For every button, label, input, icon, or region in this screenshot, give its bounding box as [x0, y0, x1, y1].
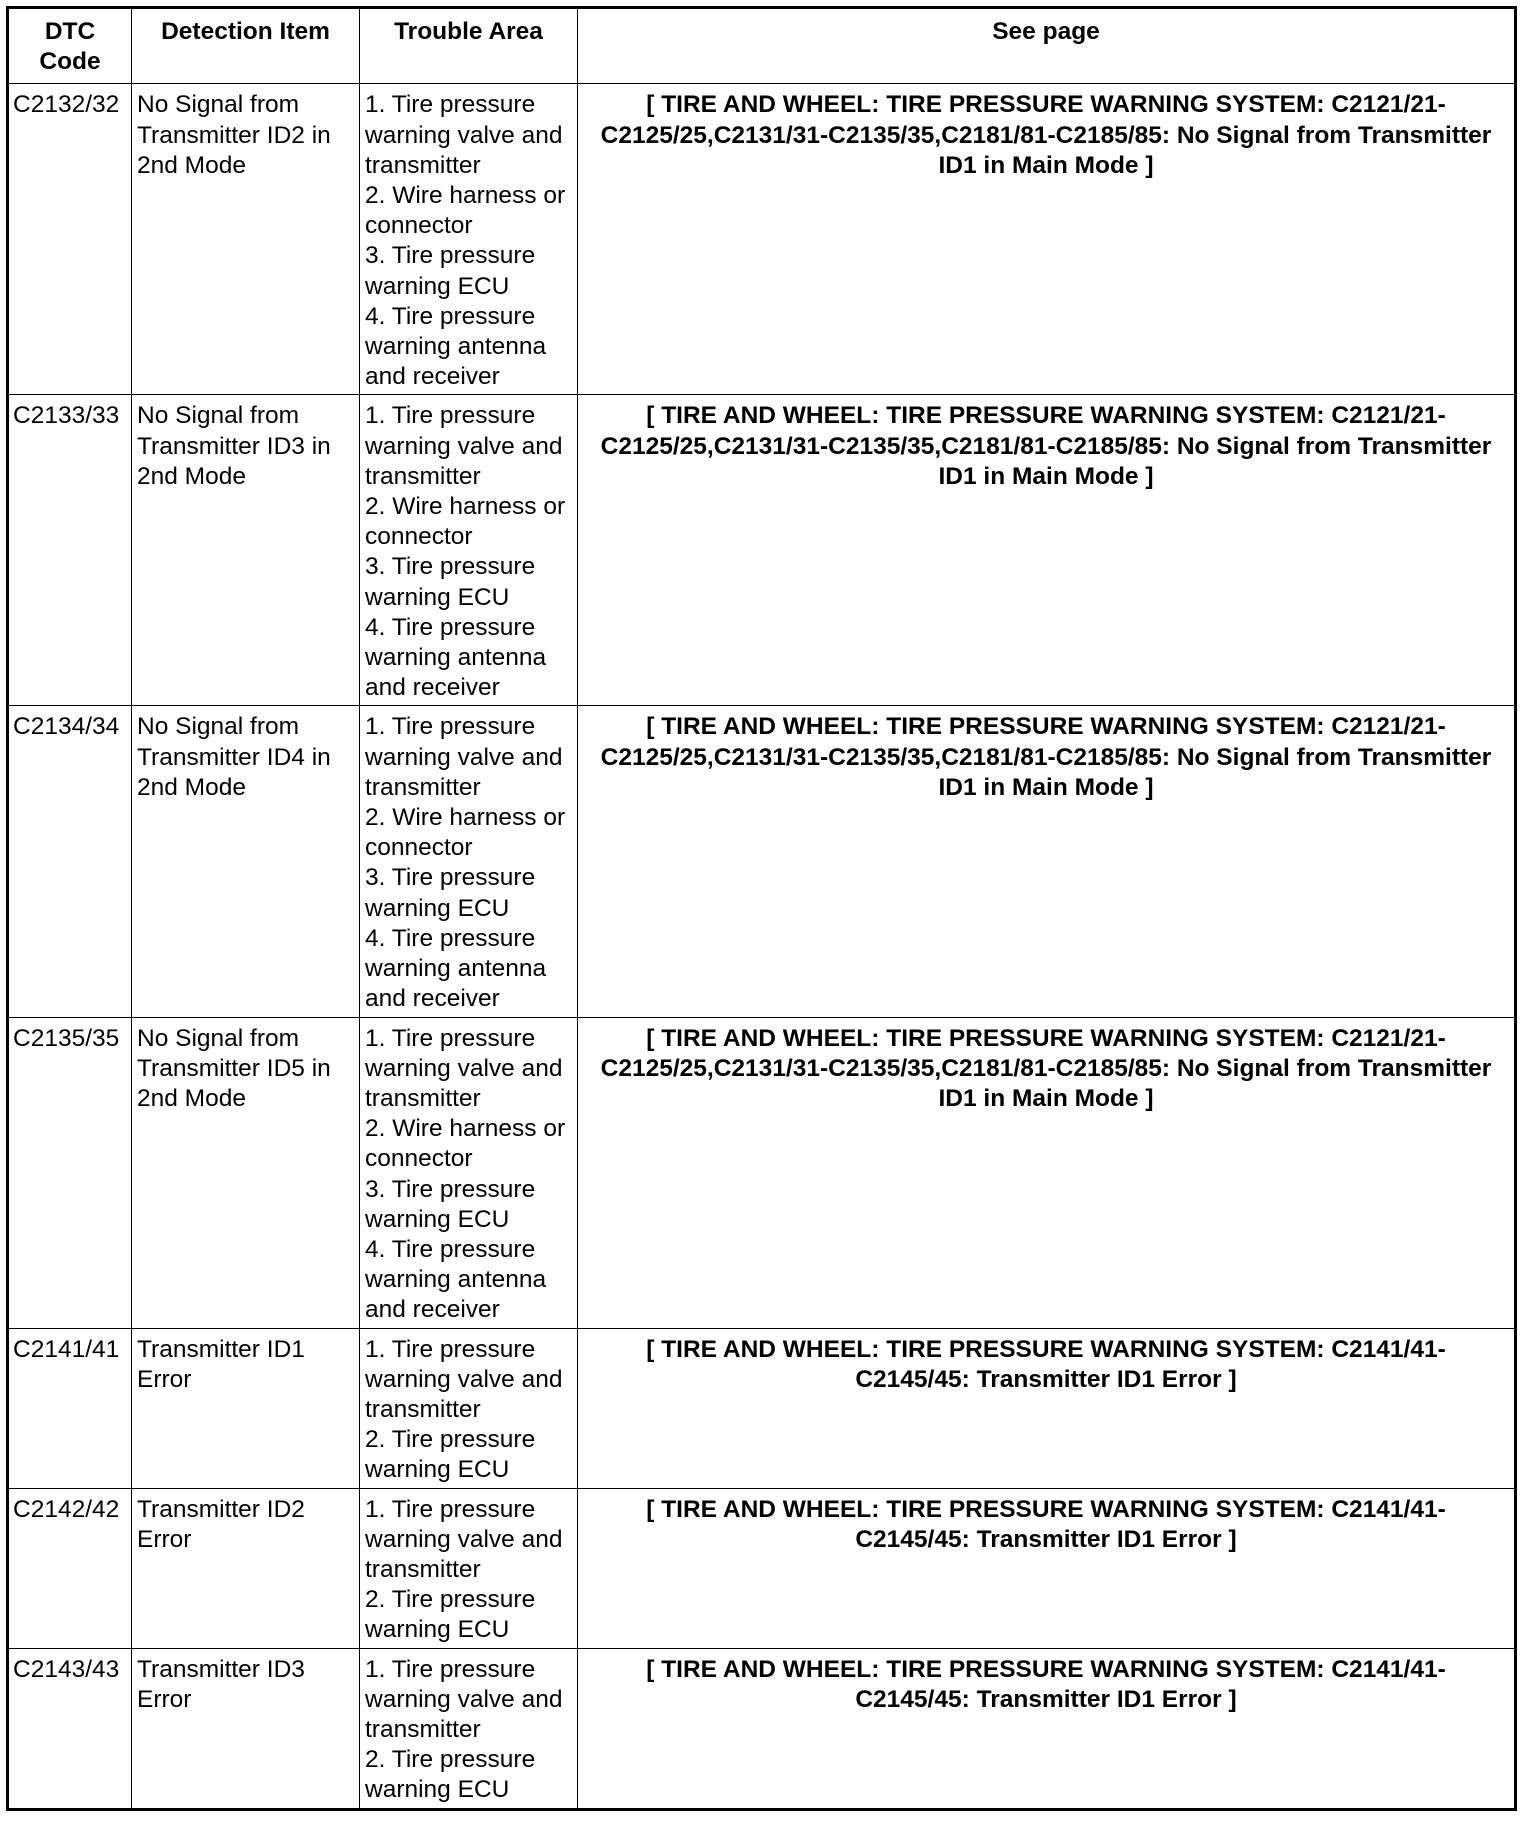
trouble-area-item: 4. Tire pressure warning antenna and receiver	[365, 302, 547, 391]
detection-item-cell: No Signal from Transmitter ID2 in 2nd Mode	[132, 84, 360, 395]
table-row	[8, 706, 1516, 1017]
dtc-code-cell: C2134/34	[8, 706, 132, 1017]
detection-item-cell: No Signal from Transmitter ID5 in 2nd Mode	[132, 1017, 360, 1328]
detection-item-cell: Transmitter ID2 Error	[132, 1488, 360, 1648]
dtc-code-cell: C2141/41	[8, 1328, 132, 1488]
trouble-area-item: 1. Tire pressure warning valve and transmitter	[365, 1655, 563, 1743]
dtc-code-cell: C2135/35	[8, 1017, 132, 1328]
see-page-link[interactable]: [ TIRE AND WHEEL: TIRE PRESSURE WARNING SYSTEM: C2121/21-C2125/25,C2131/31-C2135/35,C2181/81-C2185/85: No Signal from Transmitter ID1 in Main Mode ]	[578, 1017, 1516, 1328]
trouble-area-item: 3. Tire pressure warning ECU	[365, 864, 536, 922]
header-dtc-code	[8, 8, 132, 84]
trouble-area-item: 2. Tire pressure warning ECU	[365, 1746, 536, 1804]
detection-item-cell: No Signal from Transmitter ID4 in 2nd Mode	[132, 706, 360, 1017]
trouble-area-item: 2. Tire pressure warning ECU	[365, 1426, 536, 1484]
trouble-area-item: 3. Tire pressure warning ECU	[365, 1175, 536, 1233]
trouble-area-item: 3. Tire pressure warning ECU	[365, 553, 536, 611]
trouble-area-cell	[360, 1017, 578, 1328]
trouble-area-item: 4. Tire pressure warning antenna and receiver	[365, 1235, 547, 1324]
see-page-link[interactable]: [ TIRE AND WHEEL: TIRE PRESSURE WARNING SYSTEM: C2121/21-C2125/25,C2131/31-C2135/35,C2181/81-C2185/85: No Signal from Transmitter ID1 in Main Mode ]	[578, 84, 1516, 395]
table-row	[8, 1328, 1516, 1488]
dtc-code-cell: C2143/43	[8, 1648, 132, 1809]
trouble-area-cell	[360, 706, 578, 1017]
trouble-area-item: 1. Tire pressure warning valve and transmitter	[365, 1495, 563, 1583]
header-row	[8, 8, 1516, 84]
dtc-code-cell: C2133/33	[8, 395, 132, 706]
see-page-link[interactable]: [ TIRE AND WHEEL: TIRE PRESSURE WARNING SYSTEM: C2141/41-C2145/45: Transmitter ID1 Error ]	[578, 1648, 1516, 1809]
trouble-area-cell	[360, 1328, 578, 1488]
table-row	[8, 84, 1516, 395]
header-dtc-code-line: Code	[39, 48, 101, 76]
dtc-code-cell: C2142/42	[8, 1488, 132, 1648]
header-dtc-code-line: DTC	[44, 18, 96, 45]
detection-item-cell: No Signal from Transmitter ID3 in 2nd Mode	[132, 395, 360, 706]
trouble-area-item: 1. Tire pressure warning valve and transmitter	[365, 91, 563, 179]
trouble-area-cell	[360, 1648, 578, 1809]
header-see-page: See page	[578, 8, 1516, 84]
table-row	[8, 1017, 1516, 1328]
dtc-table	[6, 6, 1517, 1811]
see-page-link[interactable]: [ TIRE AND WHEEL: TIRE PRESSURE WARNING SYSTEM: C2141/41-C2145/45: Transmitter ID1 Error ]	[578, 1488, 1516, 1648]
see-page-link[interactable]: [ TIRE AND WHEEL: TIRE PRESSURE WARNING SYSTEM: C2121/21-C2125/25,C2131/31-C2135/35,C2181/81-C2185/85: No Signal from Transmitter ID1 in Main Mode ]	[578, 706, 1516, 1017]
see-page-link[interactable]: [ TIRE AND WHEEL: TIRE PRESSURE WARNING SYSTEM: C2121/21-C2125/25,C2131/31-C2135/35,C2181/81-C2185/85: No Signal from Transmitter ID1 in Main Mode ]	[578, 395, 1516, 706]
trouble-area-cell	[360, 84, 578, 395]
table-row	[8, 395, 1516, 706]
trouble-area-item: 1. Tire pressure warning valve and transmitter	[365, 713, 563, 801]
see-page-link[interactable]: [ TIRE AND WHEEL: TIRE PRESSURE WARNING SYSTEM: C2141/41-C2145/45: Transmitter ID1 Error ]	[578, 1328, 1516, 1488]
trouble-area-item: 1. Tire pressure warning valve and transmitter	[365, 1335, 563, 1423]
trouble-area-item: 1. Tire pressure warning valve and transmitter	[365, 1024, 563, 1112]
detection-item-cell: Transmitter ID3 Error	[132, 1648, 360, 1809]
header-detection-item: Detection Item	[132, 8, 360, 84]
trouble-area-item: 4. Tire pressure warning antenna and receiver	[365, 613, 547, 702]
dtc-code-cell: C2132/32	[8, 84, 132, 395]
trouble-area-item: 2. Wire harness or connector	[365, 1115, 566, 1173]
trouble-area-cell	[360, 395, 578, 706]
trouble-area-item: 2. Tire pressure warning ECU	[365, 1586, 536, 1644]
table-row	[8, 1648, 1516, 1809]
trouble-area-item: 2. Wire harness or connector	[365, 804, 566, 862]
table-row	[8, 1488, 1516, 1648]
trouble-area-item: 1. Tire pressure warning valve and transmitter	[365, 402, 563, 490]
trouble-area-item: 4. Tire pressure warning antenna and receiver	[365, 924, 547, 1013]
detection-item-cell: Transmitter ID1 Error	[132, 1328, 360, 1488]
trouble-area-item: 2. Wire harness or connector	[365, 493, 566, 551]
trouble-area-cell	[360, 1488, 578, 1648]
trouble-area-item: 3. Tire pressure warning ECU	[365, 242, 536, 300]
trouble-area-item: 2. Wire harness or connector	[365, 182, 566, 240]
header-trouble-area: Trouble Area	[360, 8, 578, 84]
